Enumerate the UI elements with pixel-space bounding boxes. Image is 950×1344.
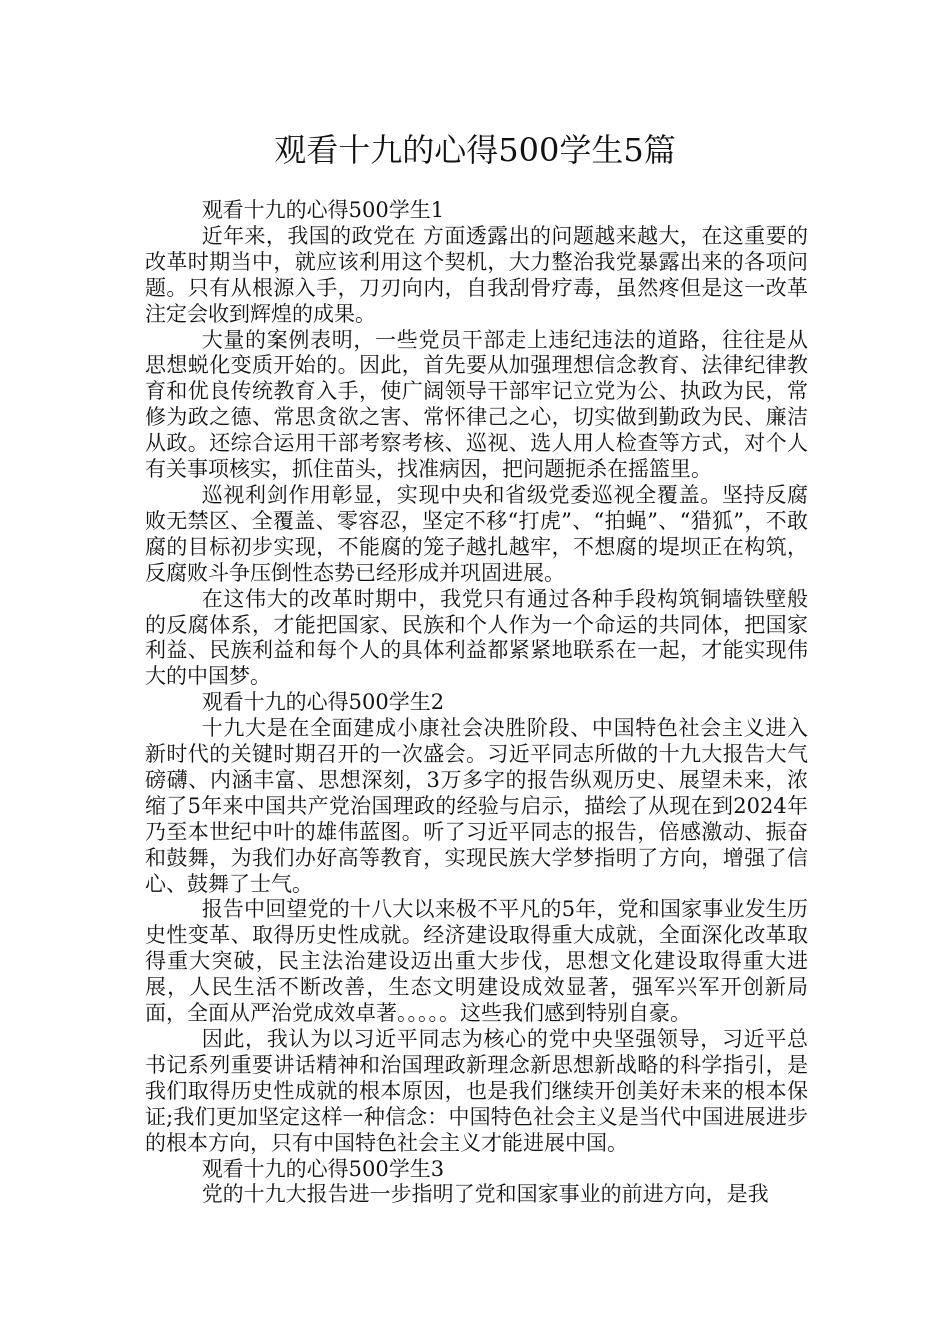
paragraph: 党的十九大报告进一步指明了党和国家事业的前进方向，是我: [201, 1182, 769, 1207]
paragraph: 报告中回望党的十八大以来极不平凡的5年，党和国家事业发生历史性变革、取得历史性成就。经济建设取得重大成就，全面深化改革取得重大突破，民主法治建设迈出重大步伐，思想文化建设取得重大进展，人民生活不断改善，生态文明建设成效显著，强军兴军开创新局面，全面从严治党成效卓著。。。。。这些我们感到特别自豪。: [145, 897, 808, 1026]
section-heading-1: 观看十九的心得500学生1: [201, 198, 445, 222]
paragraph: 大量的案例表明，一些党员干部走上违纪违法的道路，往往是从思想蜕化变质开始的。因此，首先要从加强理想信念教育、法律纪律教育和优良传统教育入手，使广阔领导干部牢记立党为公、执政为民，常修为政之德、常思贪欲之害、常怀律己之心，切实做到勤政为民、廉洁从政。还综合运用干部考察考核、巡视、选人用人检查等方式，对个人有关事项核实，抓住苗头，找准病因，把问题扼杀在摇篮里。: [145, 327, 808, 482]
section-heading-3: 观看十九的心得500学生3: [201, 1156, 445, 1181]
paragraph: 在这伟大的改革时期中，我党只有通过各种手段构筑铜墙铁壁般的反腐体系，才能把国家、民族和个人作为一个命运的共同体，把国家利益、民族利益和每个人的具体利益都紧紧地联系在一起，才能实现伟大的中国梦。: [145, 586, 808, 689]
paragraph: 巡视利剑作用彰显，实现中央和省级党委巡视全覆盖。坚持反腐败无禁区、全覆盖、零容忍，坚定不移“打虎”、“拍蝇”、“猎狐”，不敢腐的目标初步实现，不能腐的笼子越扎越牢，不想腐的堤坝正在构筑，反腐败斗争压倒性态势已经形成并巩固进展。: [145, 482, 808, 585]
document-title: 观看十九的心得500学生5篇: [274, 131, 676, 169]
paragraph: 因此，我认为以习近平同志为核心的党中央坚强领导，习近平总书记系列重要讲话精神和治国理政新理念新思想新战略的科学指引，是我们取得历史性成就的根本原因，也是我们继续开创美好未来的根本保证;我们更加坚定这样一种信念：中国特色社会主义是当代中国进展进步的根本方向，只有中国特色社会主义才能进展中国。: [145, 1027, 808, 1155]
paragraph: 近年来，我国的政党在 方面透露出的问题越来越大，在这重要的改革时期当中，就应该利用这个契机，大力整治我党暴露出来的各项问题。只有从根源入手，刀刃向内，自我刮骨疗毒，虽然疼但是这一改革注定会收到辉煌的成果。: [145, 223, 808, 326]
section-heading-2: 观看十九的心得500学生2: [201, 690, 445, 715]
document-body: [145, 198, 808, 1208]
paragraph: 十九大是在全面建成小康社会决胜阶段、中国特色社会主义进入新时代的关键时期召开的一次盛会。习近平同志所做的十九大报告大气磅礴、内涵丰富、思想深刻，3万多字的报告纵观历史、展望未来，浓缩了5年来中国共产党治国理政的经验与启示，描绘了从现在到2024年乃至本世纪中叶的雄伟蓝图。听了习近平同志的报告，倍感激动、振奋和鼓舞，为我们办好高等教育，实现民族大学梦指明了方向，增强了信心、鼓舞了士气。: [145, 716, 808, 896]
